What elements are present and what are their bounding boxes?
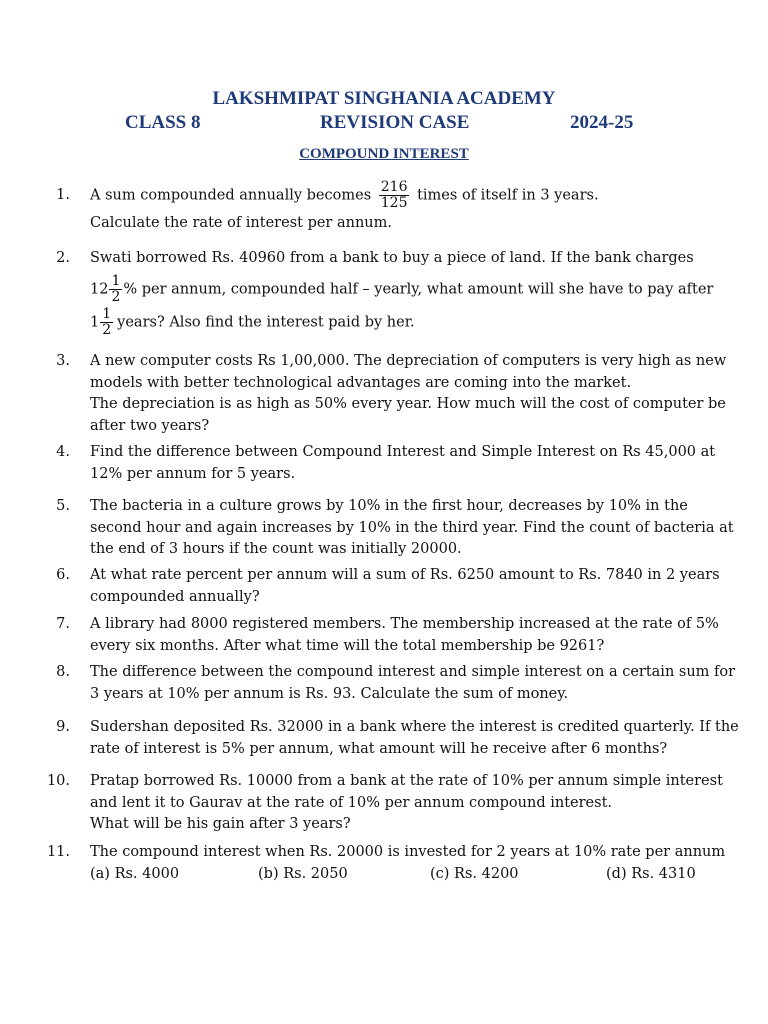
academic-year: 2024-25 <box>570 112 634 133</box>
question-number: 4. <box>56 444 70 460</box>
question-number: 2. <box>56 250 70 266</box>
fraction: $\frac{1}{2}$ <box>102 305 112 338</box>
fraction: $\frac{216}{125}$ <box>380 179 408 211</box>
question-number: 9. <box>56 719 70 735</box>
question-number: 7. <box>56 616 70 632</box>
question-number: 10. <box>46 773 70 789</box>
school-name: LAKSHMIPAT SINGHANIA ACADEMY <box>212 88 556 109</box>
answer-options <box>90 864 710 886</box>
document-title: REVISION CASE <box>320 112 470 133</box>
option-c: (c) Rs. 4200 <box>430 865 519 882</box>
class-label: CLASS 8 <box>125 112 201 133</box>
question-number: 11. <box>46 844 70 860</box>
question-number: 6. <box>56 567 70 583</box>
subject-heading: COMPOUND INTEREST <box>299 146 469 162</box>
option-b: (b) Rs. 2050 <box>258 865 348 882</box>
fraction: $\frac{1}{2}$ <box>111 272 121 305</box>
option-d: (d) Rs. 4310 <box>606 865 696 882</box>
question-number: 5. <box>56 498 70 514</box>
option-a: (a) Rs. 4000 <box>90 865 180 882</box>
document-page: LAKSHMIPAT SINGHANIA ACADEMY CLASS 8 REVISION CASE 2024-25 COMPOUND INTEREST 1. A sum compounded annually becomes $\frac{216}{125}$ times of itself in 3 years. Calculate the rate of interest per annum. 2. Swati borrowed Rs. 40960 from a bank to buy a piece of land. If the bank charges 12 $\frac{1}{2}$ % per annum, compounded half – yearly, what amount will she have to pay after 1 $\frac{1}{2}$ years? Also find the interest paid by her. 3. A new computer costs Rs 1,00,000. The depreciation of computers is very high as new models with better technological advantages are coming into the market. The depreciation is as high as 50% every year. How much will the cost of computer be after two years? 4. Find the difference between Compound Interest and Simple Interest on Rs 45,000 at 12% per annum for 5 years. 5. The bacteria in a culture grows by 10% in the first hour, decreases by 10% in the second hour and again increases by 10% in the third year. Find the count of bacteria at the end of 3 hours if the count was initially 20000. 6. At what rate percent per annum will a sum of Rs. 6250 amount to Rs. 7840 in 2 years compounded annually? 7. A library had 8000 registered members. The membership increased at the rate of 5% every six months. After what time will the total membership be 9261? 8. The difference between the compound interest and simple interest on a certain sum for 3 years at 10% per annum is Rs. 93. Calculate the sum of money. 9. Sudershan deposited Rs. 32000 in a bank where the interest is credited quarterly. If the rate of interest is 5% per annum, what amount will he receive after 6 months? 10. Pratap borrowed Rs. 10000 from a bank at the rate of 10% per annum simple interest and lent it to Gaurav at the rate of 10% per annum compound interest. What will be his gain after 3 years? 11. The compound interest when Rs. 20000 is invested for 2 years at 10% rate per annum (a) Rs. 4000 (b) Rs. 2050 (c) Rs. 4200 (d) Rs. 4310 <box>0 0 768 1024</box>
question-number: 1. <box>56 187 70 203</box>
question-number: 8. <box>56 664 70 680</box>
question-number: 3. <box>56 353 70 369</box>
